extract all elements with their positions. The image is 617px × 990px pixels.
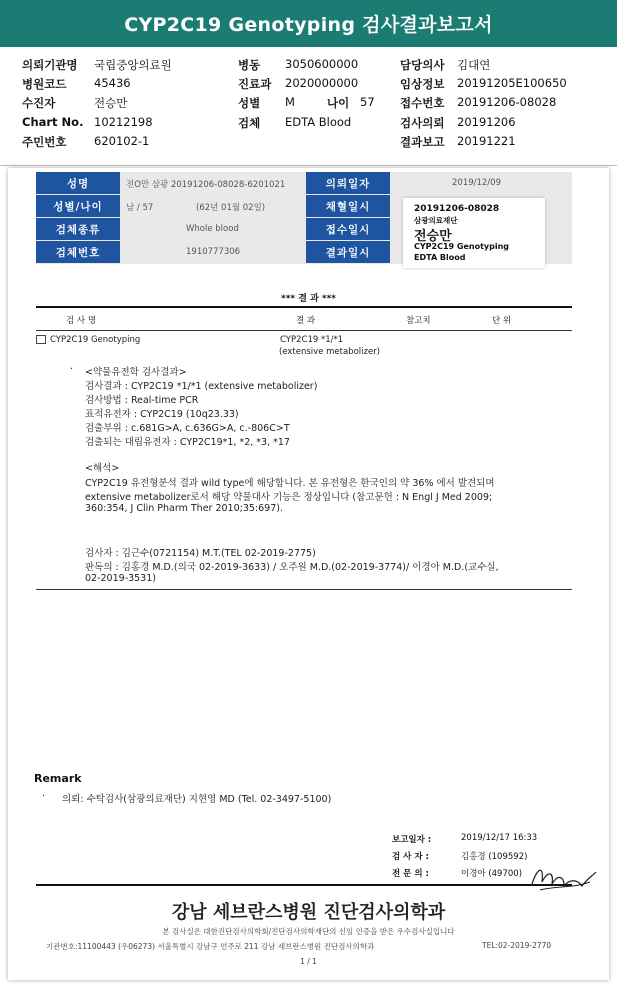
footer-top-rule [36, 884, 572, 886]
pgx-line-gene: 표적유전자 : CYP2C19 (10q23.33) [85, 409, 239, 420]
report-title: CYP2C19 Genotyping 검사결과보고서 [0, 0, 617, 47]
interp-line-1: CYP2C19 유전형분석 결과 wild type에 해당합니다. 본 유전형은 한국인의 약 36% 에서 발견되며 [85, 478, 495, 489]
certification-text: 본 검사실은 대한진단검사의학회/진단검사의학재단의 신임 인증을 받은 우수검사실입니다 [162, 927, 455, 936]
pgx-bullet: · [70, 364, 74, 375]
report-date-label: 보고일자 : [392, 835, 432, 845]
remark-title: Remark [34, 772, 82, 785]
signature-graphic [528, 860, 600, 896]
label-requesting-institution: 의뢰기관명 [22, 58, 78, 72]
col-unit: 단 위 [492, 316, 512, 326]
label-specimen: 검체 [238, 116, 261, 130]
results-heading: *** 결 과 *** [280, 294, 337, 304]
specialist-sign-value: 이경아 (49700) [461, 869, 523, 879]
pgx-line-alleles: 검출되는 대립유전자 : CYP2C19*1, *2, *3, *17 [85, 437, 290, 448]
value-requesting-institution: 국립중앙의료원 [94, 58, 172, 72]
value-chart-no: 10212198 [94, 115, 153, 129]
header-dob-value: (62년 01월 02일) [196, 203, 266, 213]
header-specimen-no-value: 1910777306 [186, 247, 241, 257]
results-header-rule [36, 330, 572, 331]
remark-line: 의뢰: 수탁검사(삼광의료재단) 지현영 MD (Tel. 02-3497-5100) [62, 794, 332, 805]
patient-info [0, 47, 617, 165]
label-patient: 수진자 [22, 96, 56, 110]
result-genotype: CYP2C19 *1/*1 [280, 335, 344, 345]
scanned-report [8, 168, 609, 980]
info-divider [0, 165, 617, 166]
tester-line: 검사자 : 김근수(0721154) M.T.(TEL 02-2019-2775) [85, 548, 316, 559]
value-department: 2020000000 [285, 76, 359, 90]
value-clinical-info: 20191205E100650 [457, 76, 567, 90]
value-receipt-no: 20191206-08028 [457, 95, 557, 109]
label-receipt-no: 접수번호 [400, 96, 445, 110]
header-label-specimen-no: 검체번호 [36, 241, 120, 263]
label-test-request: 검사의뢰 [400, 116, 445, 130]
results-top-rule [36, 306, 572, 308]
label-sex: 성별 [238, 96, 261, 110]
header-request-date-value: 2019/12/09 [452, 178, 501, 188]
label-sticker-name: 전승만 [414, 229, 452, 244]
label-sticker-id: 20191206-08028 [414, 204, 500, 214]
label-department: 진료과 [238, 77, 272, 91]
checkbox-icon [36, 335, 46, 344]
value-ward: 3050600000 [285, 57, 359, 71]
value-resident-no: 620102-1 [94, 134, 150, 148]
remark-bullet: · [42, 791, 46, 802]
label-chart-no: Chart No. [22, 115, 84, 129]
label-sticker-specimen: EDTA Blood [414, 253, 466, 262]
header-label-sex-age: 성별/나이 [36, 195, 120, 217]
header-label-result: 결과일시 [306, 241, 390, 263]
label-sticker-test: CYP2C19 Genotyping [414, 242, 509, 251]
header-specimen-type-value: Whole blood [186, 224, 239, 234]
reader-line-2: 02-2019-3531) [85, 573, 157, 584]
label-hospital-code: 병원코드 [22, 77, 67, 91]
value-hospital-code: 45436 [94, 76, 131, 90]
label-ward: 병동 [238, 58, 261, 72]
interp-line-3: 360:354, J Clin Pharm Ther 2010;35:697). [85, 503, 283, 514]
value-test-request: 20191206 [457, 115, 516, 129]
header-name-value: 전O만 삼광 20191206-08028-6201021 [126, 180, 286, 190]
header-label-specimen-type: 검체종류 [36, 218, 120, 240]
col-reference: 참고치 [406, 316, 431, 326]
specialist-sign-label: 전 문 의 : [392, 869, 429, 879]
label-physician: 담당의사 [400, 58, 445, 72]
header-label-receipt: 접수일시 [306, 218, 390, 240]
pgx-line-result: 검사결과 : CYP2C19 *1/*1 (extensive metabolizer) [85, 381, 318, 392]
results-bottom-rule [36, 589, 572, 590]
tester-sign-label: 검 사 자 : [392, 852, 429, 862]
result-phenotype: (extensive metabolizer) [279, 347, 380, 357]
pgx-header: <약물유전학 검사결과> [85, 367, 187, 378]
pgx-line-method: 검사방법 : Real-time PCR [85, 395, 199, 406]
value-sex: M [285, 95, 295, 109]
label-result-report: 결과보고 [400, 135, 445, 149]
tester-sign-value: 김홍경 (109592) [461, 852, 528, 862]
header-label-request-date: 의뢰일자 [306, 172, 390, 194]
hospital-name: 강남 세브란스병원 진단검사의학과 [171, 902, 446, 923]
header-sex-age-value: 남 / 57 [126, 203, 154, 213]
value-age: 57 [360, 95, 375, 109]
report-date-value: 2019/12/17 16:33 [461, 833, 538, 843]
label-sticker-lab: 삼광의료재단 [414, 216, 458, 225]
value-physician: 김대연 [457, 58, 491, 72]
value-patient: 전승만 [94, 96, 128, 110]
label-clinical-info: 임상정보 [400, 77, 445, 91]
label-resident-no: 주민번호 [22, 135, 67, 149]
header-label-name: 성명 [36, 172, 120, 194]
page-number: 1 / 1 [300, 957, 317, 966]
result-test-name: CYP2C19 Genotyping [50, 335, 141, 345]
label-age: 나이 [327, 96, 350, 110]
pgx-line-sites: 검출부위 : c.681G>A, c.636G>A, c.-806C>T [85, 423, 290, 434]
header-label-collection: 채혈일시 [306, 195, 390, 217]
specimen-label-sticker [403, 198, 545, 268]
col-result: 결 과 [296, 316, 316, 326]
tel-text: TEL:02-2019-2770 [482, 941, 552, 950]
interp-line-2: extensive metabolizer로서 해당 약물대사 기능은 정상입니다 (참고문헌 : N Engl J Med 2009; [85, 492, 493, 503]
interp-header: <해석> [85, 463, 120, 474]
reader-line-1: 판독의 : 김홍경 M.D.(의국 02-2019-3633) / 오주원 M.D.(02-2019-3774)/ 이경아 M.D.(교수실, [85, 562, 499, 573]
value-specimen: EDTA Blood [285, 115, 352, 129]
value-result-report: 20191221 [457, 134, 516, 148]
col-test-name: 검 사 명 [66, 316, 97, 326]
address-text: 기관번호:11100443 (우06273) 서울특별시 강남구 언주로 211 강남 세브란스병원 진단검사의학과 [46, 942, 375, 951]
